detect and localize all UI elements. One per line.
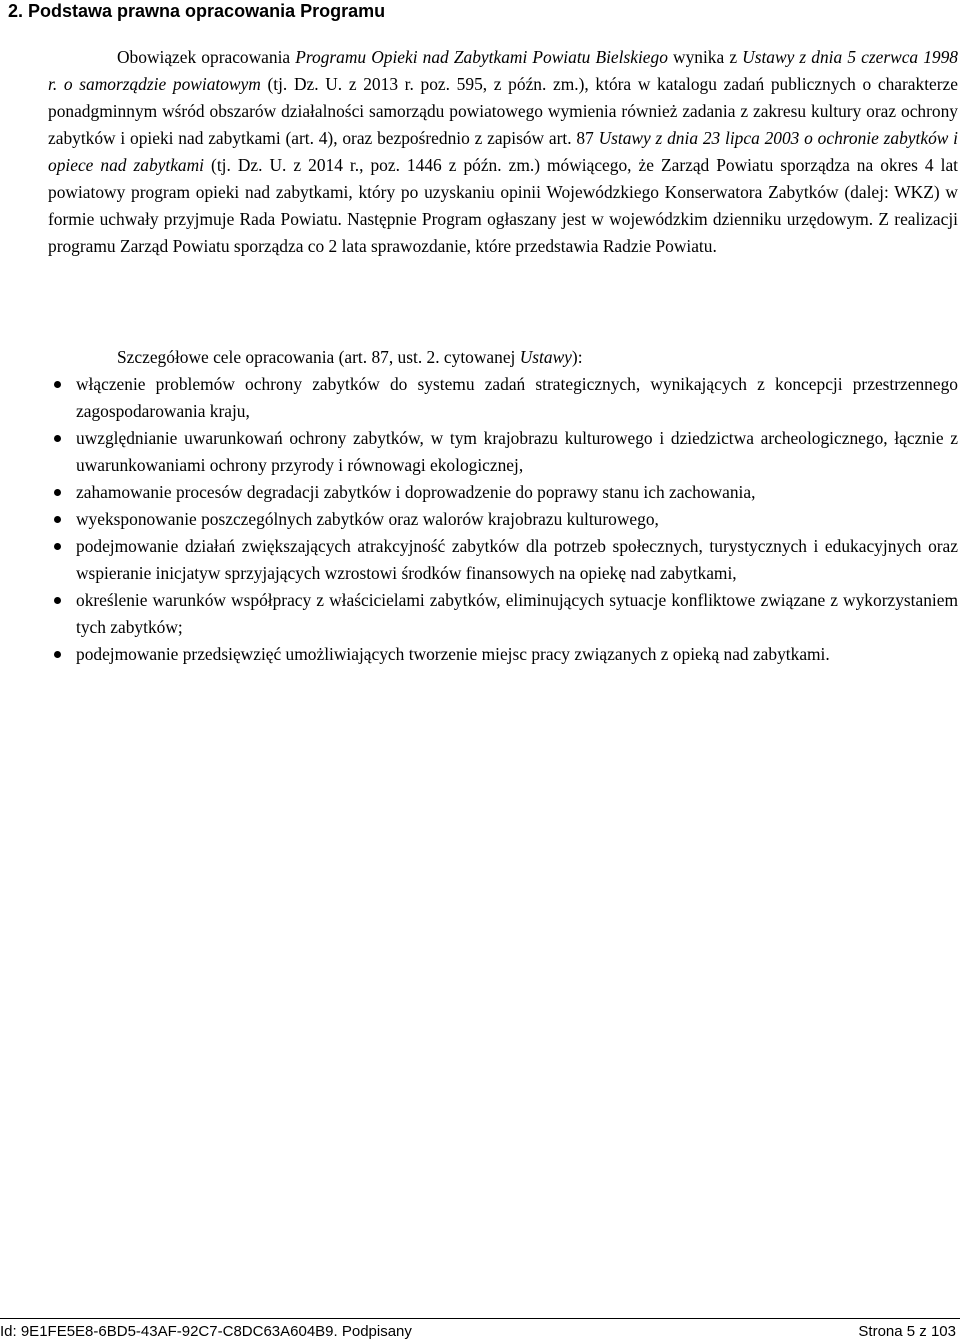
page-number: Strona 5 z 103 bbox=[858, 1323, 956, 1340]
paragraph-text: Obowiązek opracowania bbox=[117, 47, 296, 67]
list-item bbox=[48, 425, 958, 479]
list-item bbox=[48, 641, 958, 668]
list-item bbox=[48, 479, 958, 506]
subheading-text: ): bbox=[571, 347, 583, 367]
bullet-icon bbox=[54, 489, 61, 496]
list-item bbox=[48, 371, 958, 425]
bullet-icon bbox=[54, 597, 61, 604]
list-item-text: uwzględnianie uwarunkowań ochrony zabytków, w tym krajobrazu kulturowego i dziedzictwa archeologicznego, łącznie z uwarunkowaniami ochrony przyrody i równowagi ekologicznej, bbox=[76, 428, 958, 475]
legal-basis-paragraph bbox=[48, 44, 958, 260]
list-item-text: podejmowanie działań zwiększających atrakcyjność zabytków dla potrzeb społecznych, turystycznych i edukacyjnych oraz wspieranie inicjatyw sprzyjających wzrostowi środków finansowych na opiekę nad zabytkami, bbox=[76, 536, 958, 583]
act-reference: Ustawy bbox=[519, 347, 572, 367]
bullet-icon bbox=[54, 435, 61, 442]
section-heading: 2. Podstawa prawna opracowania Programu bbox=[8, 1, 386, 21]
subheading-text: Szczegółowe cele opracowania (art. 87, ust. 2. cytowanej bbox=[117, 347, 520, 367]
paragraph-text: (tj. Dz. U. z 2014 r., poz. 1446 z późn. zm.) mówiącego, że Zarząd Powiatu sporządza na okres 4 lat powiatowy program opieki nad zabytkami, który po uzyskaniu opinii Wojewódzkiego Konserwatora Zabytków (dalej: WKZ) w formie uchwały przyjmuje Rada Powiatu. Następnie Program ogłaszany jest w wojewódzkim dzienniku urzędowym. Z realizacji programu Zarząd Powiatu sporządza co 2 lata sprawozdanie, które przedstawia Radzie Powiatu. bbox=[48, 155, 958, 256]
list-item-text: wyeksponowanie poszczególnych zabytków oraz walorów krajobrazu kulturowego, bbox=[76, 509, 659, 529]
bullet-icon bbox=[54, 543, 61, 550]
program-title: Programu Opieki nad Zabytkami Powiatu Bielskiego bbox=[295, 47, 668, 67]
list-item-text: włączenie problemów ochrony zabytków do systemu zadań strategicznych, wynikających z koncepcji przestrzennego zagospodarowania kraju, bbox=[76, 374, 958, 421]
bullet-icon bbox=[54, 651, 61, 658]
bullet-icon bbox=[54, 381, 61, 388]
list-item-text: określenie warunków współpracy z właścicielami zabytków, eliminujących sytuacje konfliktowe związane z wykorzystaniem tych zabytków; bbox=[76, 590, 958, 637]
paragraph-text: wynika z bbox=[667, 47, 743, 67]
footer-divider bbox=[0, 1318, 960, 1319]
goals-subheading bbox=[117, 344, 583, 371]
bullet-icon bbox=[54, 516, 61, 523]
goals-list bbox=[48, 371, 958, 668]
act-title-2003: Ustawy z dnia 23 lipca 2003 o ochronie zabytków i opiece nad zabytkami bbox=[48, 128, 958, 175]
paragraph-text: (tj. Dz. U. z 2013 r. poz. 595, z późn. zm.), która w katalogu zadań publicznych o charakterze ponadgminnym wśród obszarów działalności samorządu powiatowego wymienia również zadania z zakresu kultury oraz ochrony zabytków i opieki nad zabytkami (art. 4), oraz bezpośrednio z zapisów art. 87 bbox=[48, 74, 958, 148]
list-item-text: zahamowanie procesów degradacji zabytków i doprowadzenie do poprawy stanu ich zachowania, bbox=[76, 482, 756, 502]
list-item bbox=[48, 533, 958, 587]
list-item-text: podejmowanie przedsięwzięć umożliwiających tworzenie miejsc pracy związanych z opieką nad zabytkami. bbox=[76, 644, 830, 664]
list-item bbox=[48, 587, 958, 641]
list-item bbox=[48, 506, 958, 533]
act-title-1998: Ustawy z dnia 5 czerwca 1998 r. o samorządzie powiatowym bbox=[48, 47, 958, 94]
document-id: Id: 9E1FE5E8-6BD5-43AF-92C7-C8DC63A604B9. Podpisany bbox=[0, 1323, 412, 1340]
